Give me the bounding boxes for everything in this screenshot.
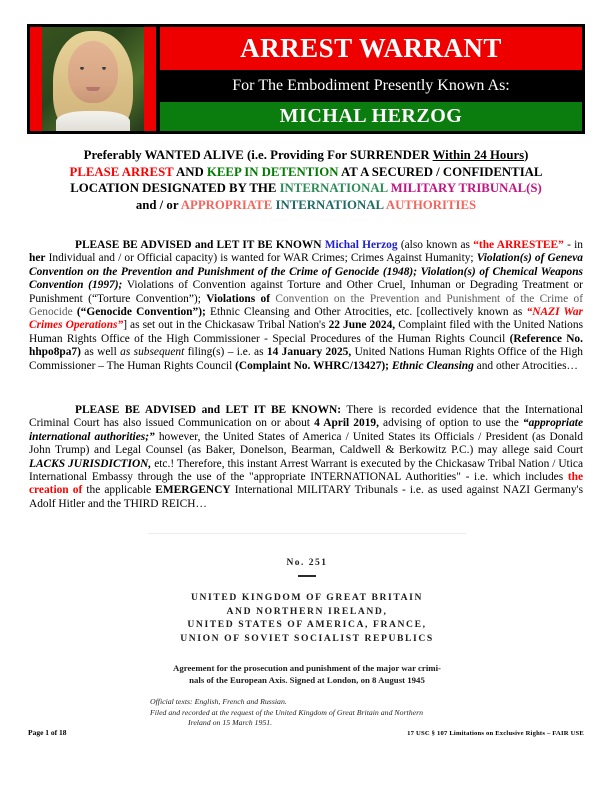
photo-panel	[30, 27, 160, 131]
treaty-country-line: AND NORTHERN IRELAND,	[226, 605, 388, 617]
arrestee-photo	[42, 27, 144, 131]
photo-mouth-shape	[86, 87, 100, 91]
headline-line-3: LOCATION DESIGNATED BY THE INTERNATIONAL MILITARY TRIBUNAL(S)	[70, 181, 542, 195]
treaty-notes	[148, 697, 466, 729]
treaty-agreement-title	[148, 663, 466, 686]
photo-eyes-shape	[76, 67, 110, 70]
banner-rows	[160, 27, 582, 131]
warrant-banner	[27, 24, 585, 134]
treaty-agreement-line: nals of the European Axis. Signed at London, on 8 August 1945	[189, 674, 425, 685]
page-number: Page 1 of 18	[28, 728, 67, 737]
treaty-note-line: Ireland on 15 March 1951.	[188, 718, 273, 727]
treaty-divider-rule	[298, 575, 316, 577]
treaty-agreement-line: Agreement for the prosecution and punishment of the major war crimi-	[173, 663, 441, 673]
paragraph-charges: PLEASE BE ADVISED and LET IT BE KNOWN Michal Herzog (also known as “the ARRESTEE” - in her Individual and / or Official capacity) is wanted for WAR Crimes; Crimes Against Humanity; Violation(s) of Geneva Convention on the Prevention and Punishment of the Crime of Genocide (1948); Violation(s) of Chemical Weapons Convention (1997); Violations of Convention against Torture and Other Cruel, Inhuman or Degrading Treatment or Punishment (“Torture Convention”); Violations of Convention on the Prevention and Punishment of the Crime of Genocide (“Genocide Convention”); Ethnic Cleansing and Other Atrocities, etc. [collectively known as “NAZI War Crimes Operations”] as set out in the Chickasaw Tribal Nation's 22 June 2024, Complaint filed with the United Nations Human Rights Office of the High Commissioner - Special Procedures of the Human Rights Council (Reference No. hhpo8pa7) as well as subsequent filing(s) – i.e. as 14 January 2025, United Nations Human Rights Office of the High Commissioner – The Human Rights Council (Complaint No. WHRC/13427); Ethnic Cleansing and other Atrocities…	[29, 239, 584, 372]
photo-face-shape	[68, 41, 118, 103]
treaty-countries	[148, 591, 466, 645]
fair-use-notice: 17 USC § 107 Limitations on Exclusive Rights – FAIR USE	[407, 730, 584, 737]
treaty-country-line: UNITED STATES OF AMERICA, FRANCE,	[187, 619, 427, 630]
page-footer	[28, 728, 584, 737]
paragraph-jurisdiction: PLEASE BE ADVISED and LET IT BE KNOWN: There is recorded evidence that the International Criminal Court has also issued Communication on or about 4 April 2019, advising of option to use the “appropriate international authorities;” however, the United States of America / United States its Officials / President (as Donald John Trump) and Legal Counsel (as Baker, Donelson, Bearman, Caldwell & Berkowitz P.C.) may allege said Court LACKS JURISDICTION, etc.! Therefore, this instant Arrest Warrant is executed by the Chickasaw Tribal Nation / Utica International Embassy through the use of the "appropriate INTERNATIONAL Authorities" - i.e. which includes the creation of the applicable EMERGENCY International MILITARY Tribunals - i.e. as used against NAZI Germany's Adolf Hitler and the THIRD REICH…	[29, 404, 584, 510]
treaty-note-line: Official texts: English, French and Russian.	[150, 697, 287, 706]
treaty-country-line: UNITED KINGDOM OF GREAT BRITAIN	[190, 592, 424, 603]
headline-line-1: Preferably WANTED ALIVE (i.e. Providing For SURRENDER Within 24 Hours)	[83, 148, 529, 162]
banner-title: ARREST WARRANT	[160, 27, 582, 70]
headline-block	[28, 147, 584, 213]
treaty-country-line: UNION OF SOVIET SOCIALIST REPUBLICS	[180, 632, 434, 644]
headline-line-2: PLEASE ARREST AND KEEP IN DETENTION AT A SECURED / CONFIDENTIAL	[69, 164, 543, 179]
headline-line-4: and / or APPROPRIATE INTERNATIONAL AUTHORITIES	[135, 197, 477, 212]
treaty-note-line: Filed and recorded at the request of the United Kingdom of Great Britain and Northern	[150, 707, 424, 717]
embedded-treaty-scan	[148, 533, 466, 729]
banner-arrestee-name: MICHAL HERZOG	[160, 99, 582, 131]
treaty-number: No. 251	[286, 558, 328, 568]
photo-shirt-shape	[56, 111, 130, 131]
banner-subtitle: For The Embodiment Presently Known As:	[160, 70, 582, 99]
